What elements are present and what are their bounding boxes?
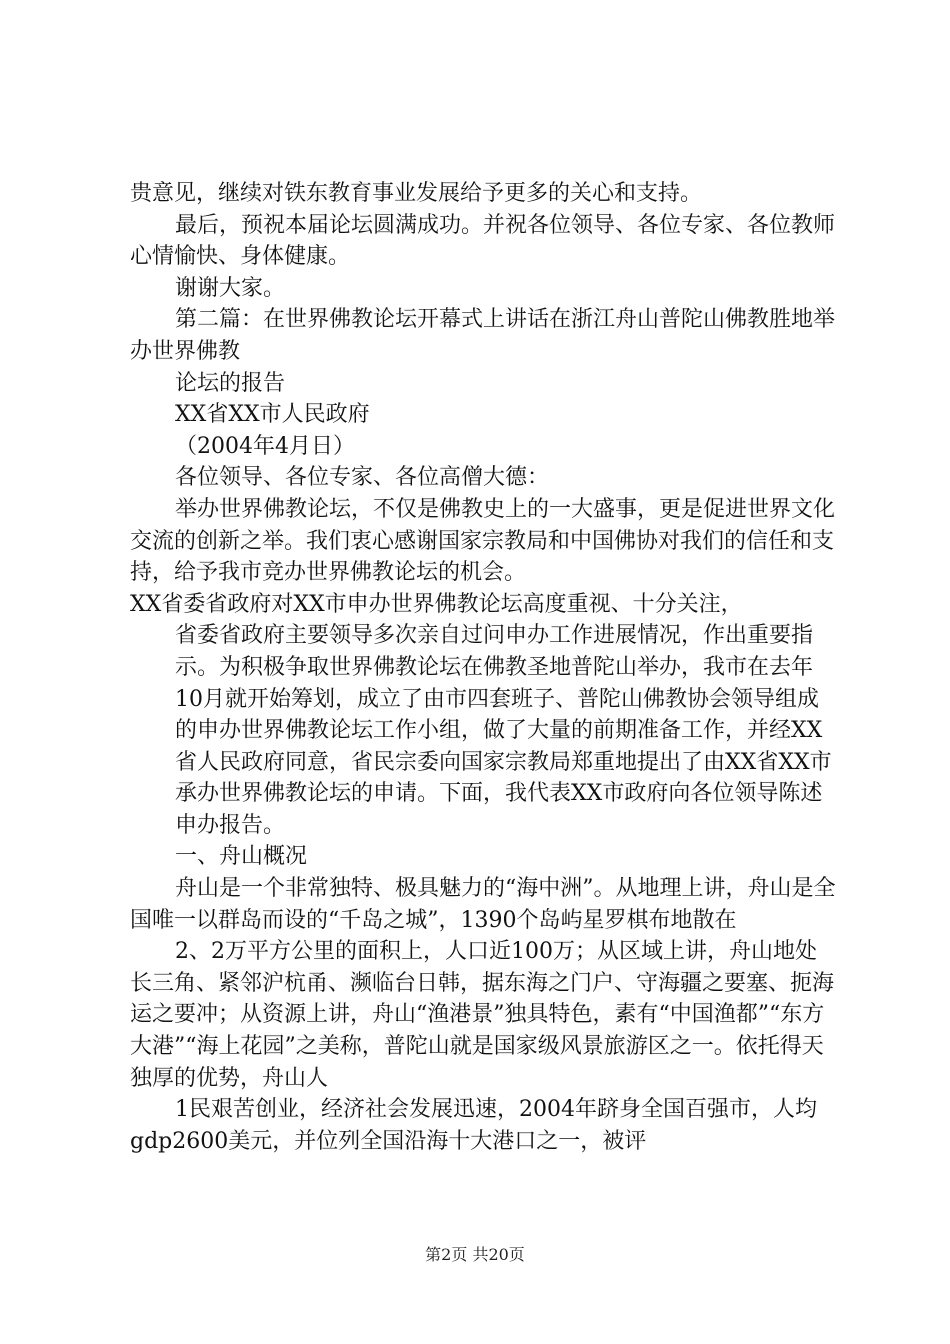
paragraph: 2、2万平方公里的面积上，人口近100万；从区域上讲，舟山地处长三角、紧邻沪杭甬、濒临台日韩，据东海之门户、守海疆之要塞、扼海运之要冲；从资源上讲，舟山“渔港景”独具特色，素有“中国渔都”“东方大港”“海上花园”之美称，普陀山就是国家级风景旅游区之一。依托得天独厚的优势，舟山人 <box>130 939 835 1091</box>
page-number-footer: 第2页 共20页 <box>425 1245 525 1264</box>
paragraph: 论坛的报告 <box>175 370 286 396</box>
paragraph: （2004年4月日） <box>175 433 355 459</box>
document-body <box>130 178 836 1157</box>
paragraph: 谢谢大家。 <box>175 275 286 301</box>
paragraph: 举办世界佛教论坛，不仅是佛教史上的一大盛事，更是促进世界文化交流的创新之举。我们衷心感谢国家宗教局和中国佛协对我们的信任和支持，给予我市竞办世界佛教论坛的机会。 <box>130 496 836 586</box>
paragraph: 贵意见，继续对铁东教育事业发展给予更多的关心和支持。 <box>130 181 703 206</box>
paragraph: XX省委省政府对XX市申办世界佛教论坛高度重视、十分关注， <box>130 591 743 617</box>
section-heading: 一、舟山概况 <box>175 844 308 870</box>
paragraph: 最后，预祝本届论坛圆满成功。并祝各位领导、各位专家、各位教师心情愉快、身体健康。 <box>130 212 836 270</box>
paragraph: 省委省政府主要领导多次亲自过问申办工作进展情况，作出重要指示。为积极争取世界佛教论坛在佛教圣地普陀山举办，我市在去年10月就开始筹划，成立了由市四套班子、普陀山佛教协会领导组成的申办世界佛教论坛工作小组，做了大量的前期准备工作，并经XX省人民政府同意，省民宗委向国家宗教局郑重地提出了由XX省XX市承办世界佛教论坛的申请。下面，我代表XX市政府向各位领导陈述申办报告。 <box>175 623 832 838</box>
section-heading: 第二篇：在世界佛教论坛开幕式上讲话在浙江舟山普陀山佛教胜地举办世界佛教 <box>130 307 836 364</box>
paragraph: 1民艰苦创业，经济社会发展迅速，2004年跻身全国百强市，人均gdp2600美元，并位列全国沿海十大港口之一，被评 <box>130 1097 817 1154</box>
paragraph: 舟山是一个非常独特、极具魅力的“海中洲”。从地理上讲，舟山是全国唯一以群岛而设的“千岛之城”，1390个岛屿星罗棋布地散在 <box>130 876 836 933</box>
paragraph: 各位领导、各位专家、各位高僧大德： <box>175 465 550 491</box>
paragraph: XX省XX市人民政府 <box>175 402 370 428</box>
